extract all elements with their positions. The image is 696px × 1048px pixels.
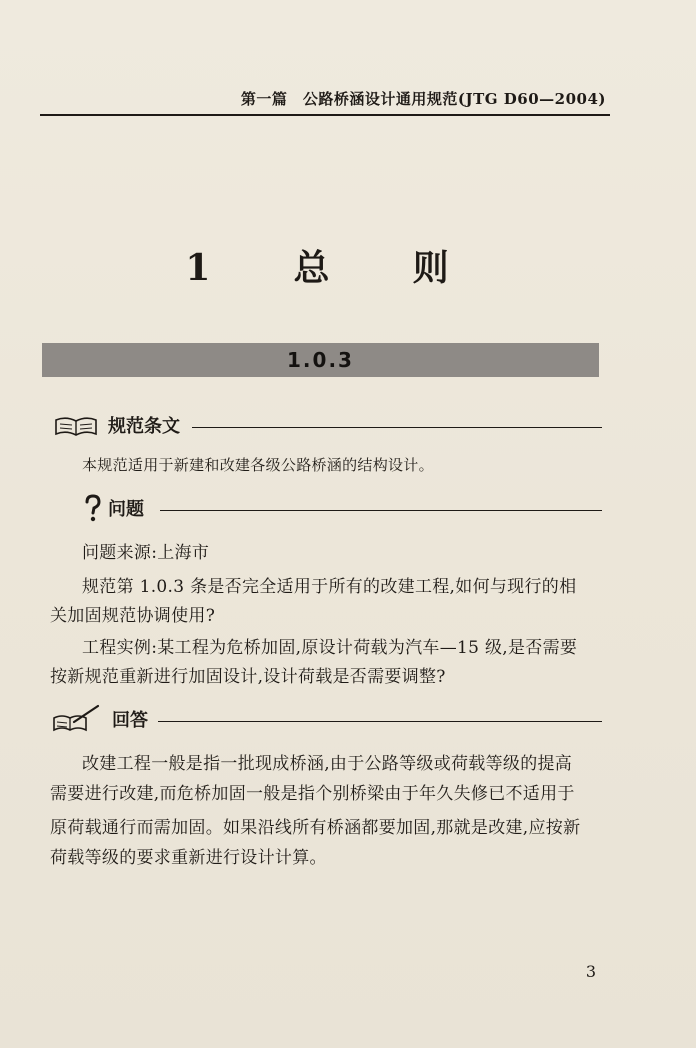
question-line-4: 按新规范重新进行加固设计,设计荷载是否需要调整? [50, 667, 446, 687]
writing-book-icon [50, 704, 102, 734]
clause-text: 本规范适用于新建和改建各级公路桥涵的结构设计。 [82, 456, 434, 474]
show-through-text [60, 128, 76, 151]
open-book-icon [50, 410, 102, 440]
question-line-2: 关加固规范协调使用? [50, 606, 216, 626]
answer-line-3: 原荷载通行而需加固。如果沿线所有桥涵都要加固,那就是改建,应按新 [50, 818, 581, 838]
answer-line-2: 需要进行改建,而危桥加固一般是指个别桥梁由于年久失修已不适用于 [50, 784, 575, 804]
answer-rule [158, 721, 602, 722]
question-heading [82, 493, 144, 523]
question-source: 问题来源:上海市 [82, 543, 210, 563]
question-label: 问题 [108, 499, 144, 520]
page-number: 3 [585, 962, 596, 981]
header-rule [40, 114, 610, 116]
chapter-title-char-2: 则 [412, 247, 455, 289]
section-number-bar: 1.0.3 [42, 343, 599, 377]
question-rule [160, 510, 602, 511]
question-mark-icon [82, 493, 104, 523]
question-line-3: 工程实例:某工程为危桥加固,原设计荷载为汽车—15 级,是否需要 [82, 638, 578, 658]
chapter-title-char-1: 总 [293, 247, 336, 289]
clause-label: 规范条文 [108, 416, 180, 437]
answer-line-1: 改建工程一般是指一批现成桥涵,由于公路等级或荷载等级的提高 [82, 754, 573, 774]
answer-line-4: 荷载等级的要求重新进行设计计算。 [50, 848, 327, 868]
running-header: 第一篇 公路桥涵设计通用规范(JTG D60—2004) [240, 90, 606, 108]
chapter-title [0, 240, 640, 291]
chapter-number: 1 [185, 247, 217, 289]
clause-rule [192, 427, 602, 428]
clause-heading [50, 410, 180, 440]
answer-heading [50, 704, 148, 734]
question-line-1: 规范第 1.0.3 条是否完全适用于所有的改建工程,如何与现行的相 [82, 577, 577, 597]
answer-label: 回答 [112, 710, 148, 731]
